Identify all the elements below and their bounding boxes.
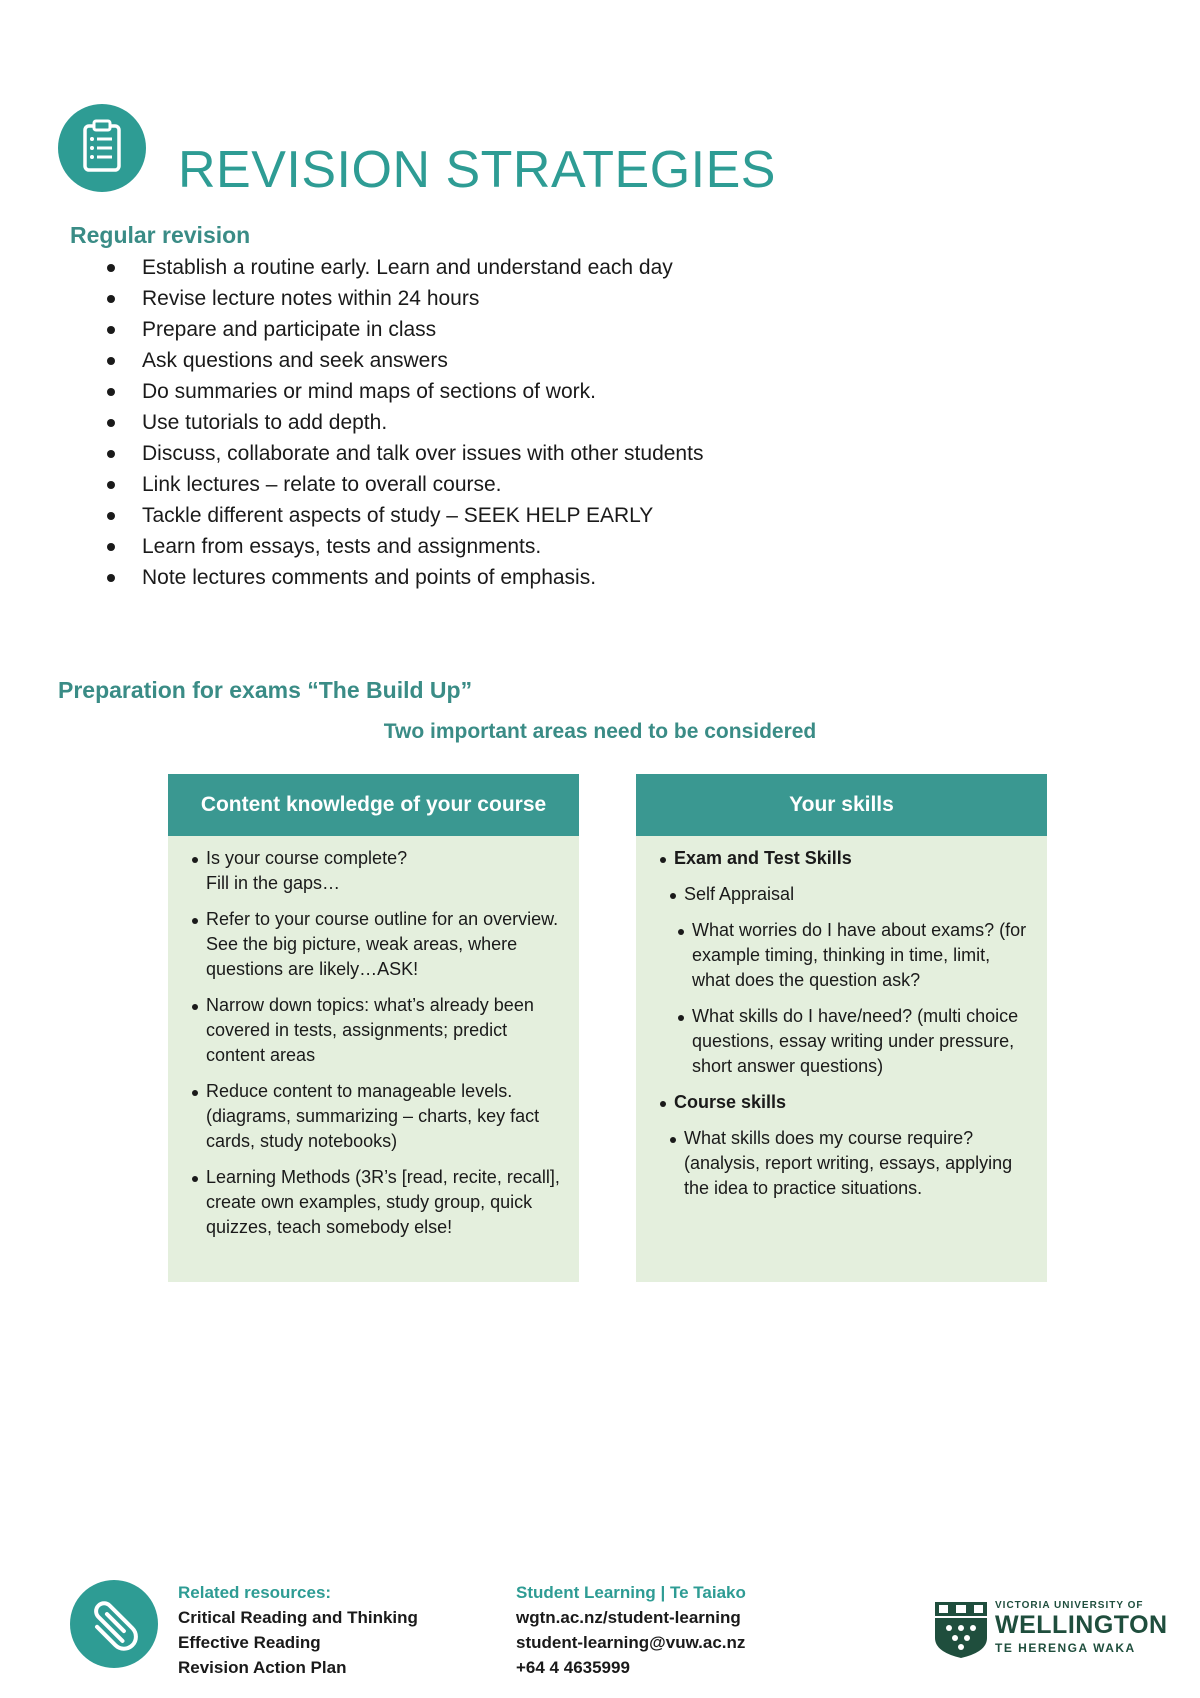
bullet-icon: [107, 357, 115, 365]
list-item: Use tutorials to add depth.: [100, 407, 820, 438]
related-link[interactable]: Critical Reading and Thinking: [178, 1608, 418, 1627]
list-item: Reduce content to manageable levels. (diagrams, summarizing – charts, key fact cards, study notebooks): [186, 1079, 565, 1154]
preparation-subheading: Two important areas need to be considered: [383, 720, 817, 743]
logo-line-2: WELLINGTON: [995, 1611, 1168, 1639]
list-item: Note lectures comments and points of emphasis.: [100, 562, 820, 593]
content-knowledge-title: Content knowledge of your course: [168, 774, 579, 836]
related-link[interactable]: Revision Action Plan: [178, 1658, 347, 1677]
bullet-icon: [678, 1015, 684, 1021]
list-item: Self Appraisal: [664, 882, 1033, 907]
bullet-icon: [107, 481, 115, 489]
logo-line-1: VICTORIA UNIVERSITY OF: [995, 1600, 1144, 1611]
content-knowledge-box: [168, 774, 579, 1282]
bullet-icon: [107, 295, 115, 303]
bullet-icon: [192, 857, 198, 863]
list-item: Is your course complete? Fill in the gaps…: [186, 846, 565, 896]
bullet-icon: [107, 574, 115, 582]
bullet-icon: [192, 918, 198, 924]
preparation-heading: Preparation for exams “The Build Up”: [58, 677, 473, 703]
student-learning-heading: Student Learning | Te Taiako: [516, 1583, 746, 1602]
list-item: Refer to your course outline for an overview. See the big picture, weak areas, where questions are likely…ASK!: [186, 907, 565, 982]
page-title: REVISION STRATEGIES: [178, 141, 776, 199]
website-link[interactable]: wgtn.ac.nz/student-learning: [516, 1608, 741, 1627]
list-item: Course skills: [654, 1090, 1033, 1115]
related-resources: [178, 1580, 418, 1680]
bullet-icon: [660, 1101, 666, 1107]
bullet-icon: [107, 326, 115, 334]
your-skills-list: [636, 836, 1047, 1201]
list-item: Exam and Test Skills: [654, 846, 1033, 871]
list-item: Narrow down topics: what’s already been covered in tests, assignments; predict content areas: [186, 993, 565, 1068]
clipboard-icon: [58, 104, 146, 192]
bullet-icon: [660, 857, 666, 863]
paperclip-icon: [70, 1580, 158, 1668]
content-knowledge-list: [168, 836, 579, 1240]
email-link[interactable]: student-learning@vuw.ac.nz: [516, 1633, 746, 1652]
bullet-icon: [678, 929, 684, 935]
list-item: What worries do I have about exams? (for example timing, thinking in time, limit, what does the question ask?: [672, 918, 1033, 993]
logo-line-3: TE HERENGA WAKA: [995, 1641, 1136, 1655]
bullet-icon: [107, 543, 115, 551]
your-skills-title: Your skills: [636, 774, 1047, 836]
related-link[interactable]: Effective Reading: [178, 1633, 321, 1652]
shield-icon: [935, 1602, 987, 1658]
student-learning-contact: [516, 1580, 746, 1680]
list-item: Link lectures – relate to overall course.: [100, 469, 820, 500]
list-item: Discuss, collaborate and talk over issues with other students: [100, 438, 820, 469]
list-item: What skills do I have/need? (multi choice questions, essay writing under pressure, short answer questions): [672, 1004, 1033, 1079]
related-resources-heading: Related resources:: [178, 1583, 332, 1602]
bullet-icon: [670, 1137, 676, 1143]
phone-number: +64 4 4635999: [516, 1658, 630, 1677]
list-item: Establish a routine early. Learn and understand each day: [100, 252, 820, 283]
list-item: Ask questions and seek answers: [100, 345, 820, 376]
bullet-icon: [192, 1176, 198, 1182]
list-item: Prepare and participate in class: [100, 314, 820, 345]
list-item: Learn from essays, tests and assignments.: [100, 531, 820, 562]
bullet-icon: [192, 1004, 198, 1010]
list-item: What skills does my course require? (analysis, report writing, essays, applying the idea to practice situations.: [664, 1126, 1033, 1201]
bullet-icon: [107, 450, 115, 458]
bullet-icon: [192, 1090, 198, 1096]
regular-revision-list: [100, 252, 820, 593]
university-logo: [935, 1600, 1170, 1660]
list-item: Do summaries or mind maps of sections of work.: [100, 376, 820, 407]
bullet-icon: [107, 388, 115, 396]
bullet-icon: [107, 512, 115, 520]
your-skills-box: [636, 774, 1047, 1282]
regular-revision-heading: Regular revision: [70, 222, 251, 248]
bullet-icon: [107, 264, 115, 272]
bullet-icon: [107, 419, 115, 427]
list-item: Tackle different aspects of study – SEEK HELP EARLY: [100, 500, 820, 531]
list-item: Revise lecture notes within 24 hours: [100, 283, 820, 314]
list-item: Learning Methods (3R’s [read, recite, recall], create own examples, study group, quick quizzes, teach somebody else!: [186, 1165, 565, 1240]
bullet-icon: [670, 893, 676, 899]
